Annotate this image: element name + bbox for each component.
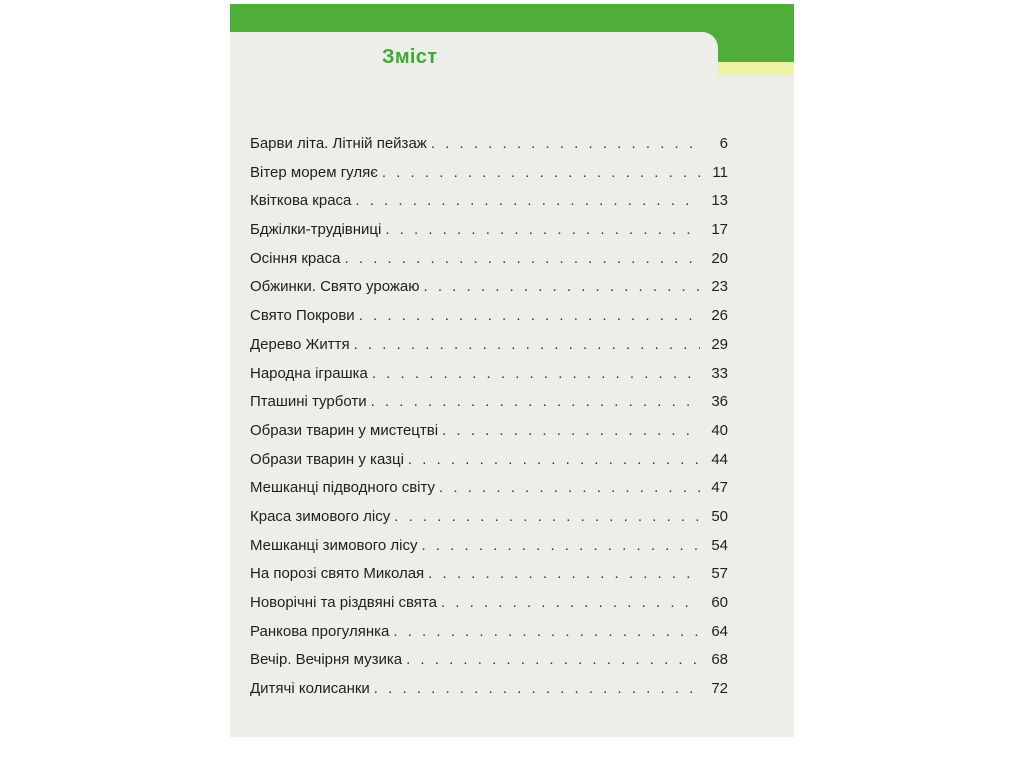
dot-leader: [421, 532, 700, 561]
toc-entry-title: Дитячі колисанки: [250, 680, 370, 698]
toc-entry-page: 60: [711, 594, 728, 611]
toc-entry-page: 36: [711, 393, 728, 411]
toc-entry: [250, 532, 728, 561]
toc-entry-title: Дерево Життя: [250, 335, 350, 353]
toc-entry-page: 6: [719, 135, 728, 152]
heading-tab: [230, 32, 718, 76]
toc-entry-title: Осіння краса: [250, 249, 341, 267]
toc-entry-title: Образи тварин у казці: [250, 450, 404, 468]
dot-leader: [424, 273, 700, 302]
toc-entry: [250, 503, 728, 532]
toc-entry-page: 44: [711, 450, 728, 468]
toc-entry: [250, 245, 728, 274]
toc-entry: [250, 589, 728, 618]
dot-leader: [344, 245, 700, 274]
toc-entry-page: 26: [711, 307, 728, 325]
toc-entry-page: 11: [712, 163, 728, 181]
toc-entry-title: Мешканці зимового лісу: [250, 536, 418, 554]
book-page: [230, 4, 794, 737]
toc-entry: [250, 216, 728, 245]
toc-entry-title: Вечір. Вечірня музика: [250, 651, 403, 669]
toc-entry-page: 57: [711, 565, 728, 583]
toc-entry: [250, 474, 728, 503]
dot-leader: [394, 503, 700, 532]
toc-entry-page: 64: [711, 622, 728, 640]
toc-entry-page: 54: [711, 536, 728, 554]
toc-entry-title: Бджілки-трудівниці: [250, 221, 382, 239]
toc-entry-page: 47: [711, 479, 728, 497]
dot-leader: [385, 216, 700, 245]
table-of-contents: [250, 130, 728, 704]
toc-entry: [250, 646, 728, 675]
toc-entry-page: 23: [711, 278, 728, 296]
toc-entry-title: Пташині турботи: [250, 393, 367, 411]
toc-entry-page: 17: [711, 221, 728, 239]
dot-leader: [408, 446, 700, 475]
dot-leader: [442, 417, 700, 446]
dot-leader: [354, 331, 700, 360]
dot-leader: [372, 360, 700, 389]
toc-entry-title: Мешканці підводного світу: [250, 479, 436, 497]
toc-entry-title: Обжинки. Свято урожаю: [250, 278, 420, 296]
dot-leader: [355, 187, 700, 216]
dot-leader: [393, 618, 700, 647]
toc-entry: [250, 675, 728, 704]
toc-entry: [250, 159, 728, 188]
toc-entry: [250, 446, 728, 475]
dot-leader: [382, 159, 700, 188]
dot-leader: [406, 646, 700, 675]
toc-entry-page: 29: [711, 335, 728, 353]
toc-entry-page: 72: [711, 680, 728, 698]
toc-entry-title: Ранкова прогулянка: [250, 622, 390, 640]
toc-entry: [250, 360, 728, 389]
toc-entry: [250, 417, 728, 446]
toc-entry: [250, 130, 728, 159]
dot-leader: [374, 675, 700, 704]
toc-entry-title: Краса зимового лісу: [250, 507, 391, 525]
toc-entry-title: Свято Покрови: [250, 307, 355, 325]
toc-entry-page: 40: [711, 421, 728, 439]
toc-entry-page: 50: [711, 507, 728, 525]
toc-entry-title: Народна іграшка: [250, 364, 368, 382]
toc-entry: [250, 388, 728, 417]
toc-entry: [250, 618, 728, 647]
toc-entry-title: Квіткова краса: [250, 192, 352, 210]
toc-entry: [250, 187, 728, 216]
toc-entry: [250, 273, 728, 302]
header-accent-strip: [710, 62, 794, 76]
toc-entry: [250, 302, 728, 331]
dot-leader: [359, 302, 700, 331]
toc-entry-page: 68: [711, 651, 728, 669]
dot-leader: [428, 560, 700, 589]
toc-entry: [250, 331, 728, 360]
toc-entry-title: Вітер морем гуляє: [250, 163, 378, 181]
toc-entry-page: 13: [711, 192, 728, 210]
toc-entry: [250, 560, 728, 589]
dot-leader: [431, 130, 700, 159]
page-title: Зміст: [382, 46, 438, 68]
toc-entry-title: Образи тварин у мистецтві: [250, 421, 439, 439]
dot-leader: [371, 388, 700, 417]
toc-entry-page: 20: [711, 249, 728, 267]
dot-leader: [439, 474, 700, 503]
toc-entry-title: Новорічні та різдвяні свята: [250, 594, 437, 611]
toc-entry-title: На порозі свято Миколая: [250, 565, 425, 583]
toc-entry-page: 33: [711, 364, 728, 382]
toc-entry-title: Барви літа. Літній пейзаж: [250, 135, 427, 152]
dot-leader: [441, 589, 700, 618]
